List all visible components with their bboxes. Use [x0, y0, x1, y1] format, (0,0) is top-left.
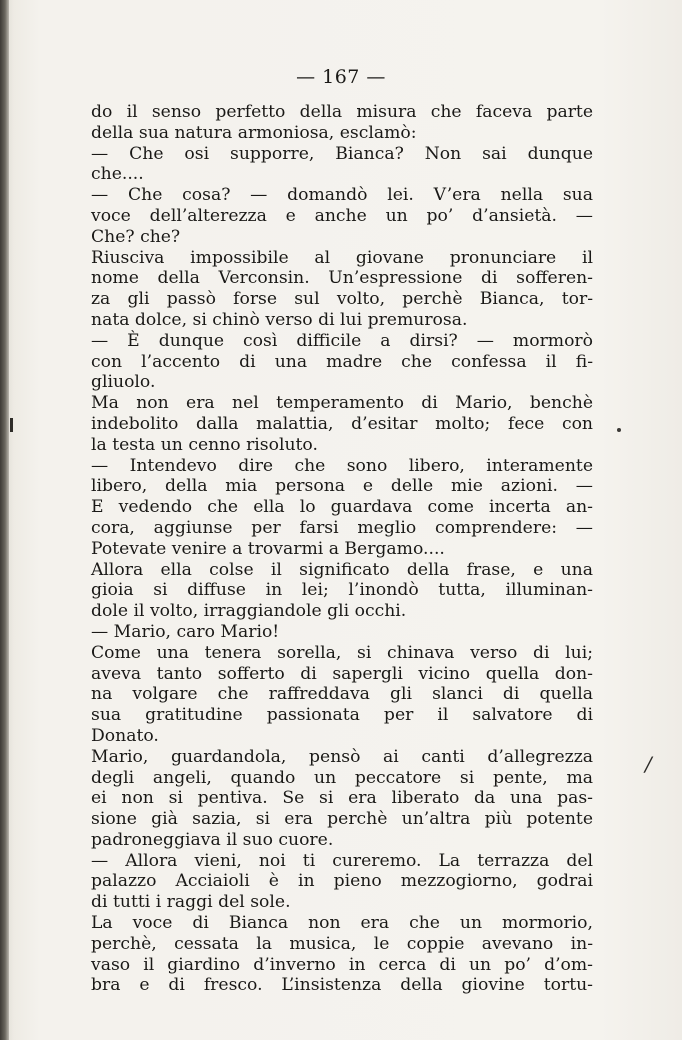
text-line: con l’accento di una madre che confessa il fi-: [91, 351, 593, 372]
text-line: za gli passò forse sul volto, perchè Bianca, tor-: [91, 289, 593, 310]
text-line: — Allora vieni, noi ti cureremo. La terrazza del: [91, 850, 593, 871]
text-line: sione già sazia, si era perchè un’altra più potente: [91, 809, 593, 830]
text-line: gliuolo.: [91, 372, 156, 393]
text-line: Ma non era nel temperamento di Mario, benchè: [91, 393, 593, 414]
text-line: Come una tenera sorella, si chinava verso di lui;: [91, 642, 593, 663]
text-line: Riusciva impossibile al giovane pronunciare il: [91, 247, 593, 268]
text-line: libero, della mia persona e delle mie azioni. —: [91, 476, 593, 497]
text-line: dole il volto, irraggiandole gli occhi.: [91, 601, 407, 622]
text-line: vaso il giardino d’inverno in cerca di un po’ d’om-: [91, 954, 593, 975]
text-line: nome della Verconsin. Un’espressione di sofferen-: [91, 268, 593, 289]
text-line: aveva tanto sofferto di sapergli vicino quella don-: [91, 663, 593, 684]
text-line: E vedendo che ella lo guardava come incerta an-: [91, 497, 593, 518]
text-line: — Che osi supporre, Bianca? Non sai dunque: [91, 143, 593, 164]
text-line: Mario, guardandola, pensò ai canti d’allegrezza: [91, 746, 593, 767]
text-line: na volgare che raffreddava gli slanci di quella: [91, 684, 593, 705]
page-number: — 167 —: [296, 66, 386, 88]
margin-mark-left: [10, 418, 21, 432]
text-line: bra e di fresco. L’insistenza della giovine tortu-: [91, 975, 593, 996]
text-line: Che? che?: [91, 226, 181, 247]
text-line: ei non si pentiva. Se si era liberato da una pas-: [91, 788, 593, 809]
text-line: di tutti i raggi del sole.: [91, 892, 291, 913]
page-binding-edge: [0, 0, 9, 1040]
text-line: perchè, cessata la musica, le coppie avevano in-: [91, 933, 593, 954]
text-line: Potevate venire a trovarmi a Bergamo....: [91, 538, 445, 559]
text-line: La voce di Bianca non era che un mormorio,: [91, 913, 593, 934]
text-line: gioia si diffuse in lei; l’inondò tutta, illuminan-: [91, 580, 593, 601]
text-line: Donato.: [91, 725, 159, 746]
text-line: — Mario, caro Mario!: [91, 621, 280, 642]
text-line: do il senso perfetto della misura che faceva parte: [91, 102, 593, 122]
text-line: che....: [91, 164, 144, 185]
text-line: palazzo Acciaioli è in pieno mezzogiorno, godrai: [91, 871, 593, 892]
text-line: indebolito dalla malattia, d’esitar molto; fece con: [91, 413, 593, 434]
body-text: [91, 102, 593, 996]
text-line: nata dolce, si chinò verso di lui premurosa.: [91, 309, 468, 330]
text-line: — Che cosa? — domandò lei. V’era nella sua: [91, 185, 593, 206]
text-line: della sua natura armoniosa, esclamò:: [91, 122, 417, 143]
text-line: voce dell’alterezza e anche un po’ d’ansietà. —: [91, 205, 593, 226]
margin-dot: [617, 428, 621, 432]
text-line: sua gratitudine passionata per il salvatore di: [91, 705, 593, 726]
text-line: — Intendevo dire che sono libero, interamente: [91, 455, 593, 476]
text-line: degli angeli, quando un peccatore si pente, ma: [91, 767, 593, 788]
text-line: — È dunque così difficile a dirsi? — mormorò: [91, 330, 593, 351]
text-line: cora, aggiunse per farsi meglio comprendere: —: [91, 517, 593, 538]
text-line: la testa un cenno risoluto.: [91, 434, 318, 455]
margin-pencil-mark: /: [645, 752, 652, 776]
text-line: padroneggiava il suo cuore.: [91, 829, 334, 850]
text-line: Allora ella colse il significato della frase, e una: [91, 559, 593, 580]
